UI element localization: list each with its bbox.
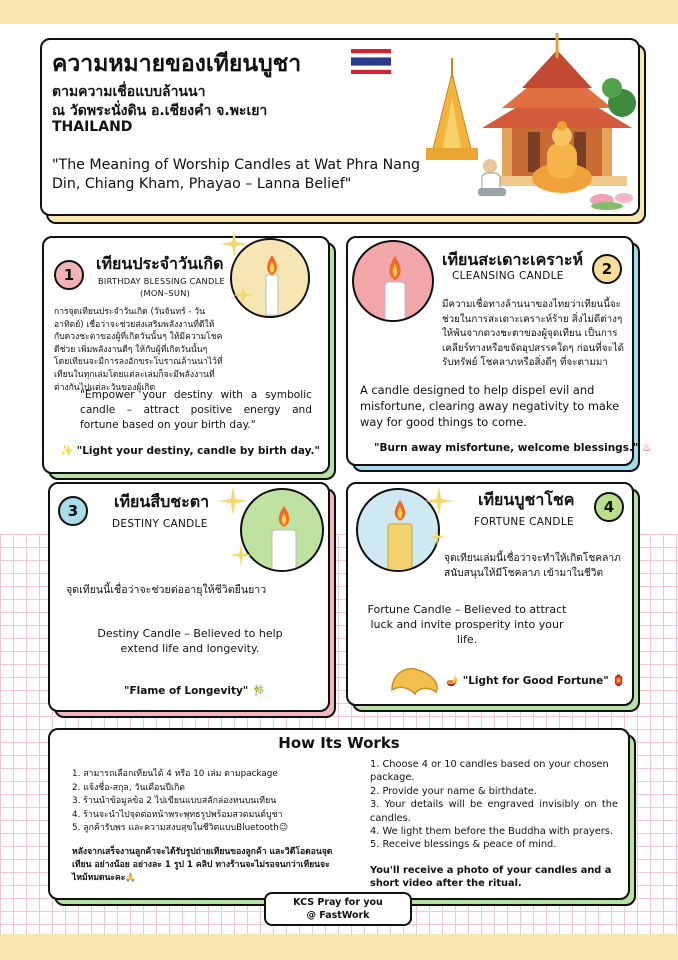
- card-quote: [446, 674, 625, 687]
- card-quote-text: "Light for Good Fortune": [462, 675, 609, 687]
- bottom-band: [0, 934, 678, 960]
- card-quote-text: "Light your destiny, candle by birth day.": [76, 445, 320, 457]
- sparkle-icon: [428, 528, 446, 550]
- card-title-th: เทียนสะเดาะเคราะห์: [442, 250, 584, 269]
- card-body-th: จุดเทียนนี้เชื่อว่าจะช่วยต่ออายุให้ชีวิตยืนยาว: [66, 584, 267, 596]
- footer-badge: [264, 892, 412, 926]
- how-step-en: 2. Provide your name & birthdate.: [370, 785, 537, 797]
- card-number: 4: [594, 492, 624, 522]
- header-card: [40, 38, 640, 216]
- candle-image: [352, 240, 434, 322]
- how-steps-th: [72, 768, 332, 836]
- temple-illustration: [412, 28, 637, 213]
- card-body-th: การจุดเทียนประจำวันเกิด (วันจันทร์ - วันอาทิตย์) เชื่อว่าจะช่วยส่งเสริมพลังงานที่ดีให้กับดวงชะตาของผู้ที่เกิดวันนั้นๆ ให้มีความโชคดีช่วย เพิ่มพลังงานดีๆ ให้กับผู้ที่เกิดวันนั้นๆ โดยเทียนจะมีการลงอักขระโบราณล้านนาไว้ที่เทียนในทุกเล่มโดยแต่ละเล่มก็จะมีพลังงานที่ต่างกันไปแต่ละวันของผู้เกิด: [54, 307, 223, 393]
- how-step-th: 5. ลูกค้ารับพร และความสงบสุขในชีวิตแบบBluetooth😉: [72, 823, 288, 833]
- card-title-en-days: (MON–SUN): [140, 288, 191, 298]
- sparkle-icon: [230, 544, 252, 570]
- fortune-cookie-icon: [388, 664, 442, 702]
- card-quote: [124, 684, 265, 697]
- card-body-en: Destiny Candle – Believed to help extend life and longevity.: [97, 627, 283, 655]
- sparkle-icon: [220, 230, 248, 262]
- how-title: How Its Works: [278, 734, 400, 752]
- how-step-en: 4. We light them before the Buddha with prayers.: [370, 826, 614, 838]
- card-title-en: BIRTHDAY BLESSING CANDLE: [98, 276, 225, 286]
- how-step-th: 3. ร้านนำข้อมูลข้อ 2 ไปเขียนแบบสลักล่องหนบนเทียน: [72, 796, 277, 806]
- sparkle-icon: [232, 284, 254, 310]
- page-title: ความหมายของเทียนบูชา: [52, 51, 302, 77]
- card-quote-text: "Flame of Longevity": [124, 685, 249, 697]
- card-destiny: [48, 482, 330, 712]
- card-title-th: เทียนบูชาโชค: [478, 490, 575, 509]
- sparkles-icon: ✨: [60, 445, 74, 457]
- subtitle-lanna: ตามความเชื่อแบบล้านนา: [52, 84, 206, 100]
- sparkle-icon: [218, 486, 248, 520]
- footer-brand: KCS Pray for you: [293, 897, 383, 908]
- how-step-th: 4. ร้านจะนำไปจุดต่อหน้าพระพุทธรูปพร้อมสวดมนต์บูชา: [72, 809, 283, 820]
- hot-springs-icon: ♨: [642, 442, 652, 454]
- top-band: [0, 0, 678, 24]
- card-title-en: FORTUNE CANDLE: [474, 516, 574, 528]
- how-step-en: 5. Receive blessings & peace of mind.: [370, 839, 557, 851]
- subtitle-country: THAILAND: [52, 119, 133, 135]
- card-body-en: "Empower your destiny with a symbolic candle – attract positive energy and fortune based on your birth day.": [80, 389, 312, 431]
- how-it-works-card: [48, 728, 630, 900]
- card-cleansing: [346, 236, 652, 466]
- card-quote-text: "Burn away misfortune, welcome blessings.": [374, 442, 639, 454]
- card-title-th: เทียนสืบชะตา: [114, 492, 210, 511]
- card-body-en: Fortune Candle – Believed to attract luck and invite prosperity into your life.: [367, 603, 567, 646]
- oil-lamp-icon: 🪔: [446, 675, 460, 687]
- card-number: 2: [592, 254, 622, 284]
- card-title-en: DESTINY CANDLE: [112, 518, 208, 530]
- how-step-th: 1. สามารถเลือกเทียนได้ 4 หรือ 10 เล่ม ตามpackage: [72, 769, 278, 779]
- how-note-th: หลังจากเสร็จงานลูกค้าจะได้รับรูปถ่ายเทียนของลูกค้า และวิดีโอตอนจุดเทียน อย่างน้อย อย่างละ 1 รูป 1 คลิป ทางร้านจะไม่รอจนกว่าเทียนจะไหม้หมดนะคะ🙏: [72, 847, 333, 883]
- card-number: 3: [58, 496, 88, 526]
- sparkle-icon: [424, 486, 454, 520]
- candle-image: [240, 488, 324, 572]
- card-title-en: CLEANSING CANDLE: [452, 270, 564, 282]
- card-fortune: [346, 482, 634, 706]
- card-quote: [374, 442, 651, 454]
- how-step-en: 3. Your details will be engraved invisibly on the candles.: [370, 799, 618, 824]
- subtitle-temple: ณ วัดพระนั่งดิน อ.เชียงคำ จ.พะเยา: [52, 103, 268, 119]
- how-step-th: 2. แจ้งชื่อ-สกุล, วันเดือนปีเกิด: [72, 782, 186, 793]
- tanabata-tree-icon: 🎋: [251, 685, 266, 697]
- card-body-th: มีความเชื่อทางล้านนาของไทยว่าเทียนนี้จะช่วยในการสะเดาะเคราะห์ร้าย สิ่งไม่ดีต่างๆ ให้พ้นจากดวงชะตาของผู้จุดเทียน เป็นการเคลียร์ทางหรือขจัดอุปสรรคใดๆ ก่อนที่จะได้รับทรัพย์ โชคลาภหรือสิ่งดีๆ ที่จะตามมา: [442, 299, 624, 369]
- how-note-en: You'll receive a photo of your candles and a short video after the ritual.: [370, 865, 612, 890]
- thai-flag-icon: [351, 49, 391, 74]
- card-body-th: จุดเทียนเล่มนี้เชื่อว่าจะทำให้เกิดโชคลาภ สนับสนุนให้มีโชคลาภ เข้ามาในชีวิต: [444, 553, 621, 579]
- english-title: "The Meaning of Worship Candles at Wat Phra Nang Din, Chiang Kham, Phayao – Lanna Belief": [52, 157, 420, 192]
- card-title-th: เทียนประจำวันเกิด: [96, 254, 224, 273]
- card-quote: [60, 444, 320, 457]
- card-number: 1: [54, 260, 84, 290]
- how-steps-en: [370, 758, 618, 852]
- card-birthday: [42, 236, 330, 474]
- how-step-en: 1. Choose 4 or 10 candles based on your chosen package.: [370, 759, 609, 784]
- footer-platform: @ FastWork: [306, 910, 370, 921]
- card-body-en: A candle designed to help dispel evil and misfortune, clearing away negativity to make way for good things to come.: [360, 383, 620, 429]
- lantern-icon: 🏮: [612, 675, 626, 687]
